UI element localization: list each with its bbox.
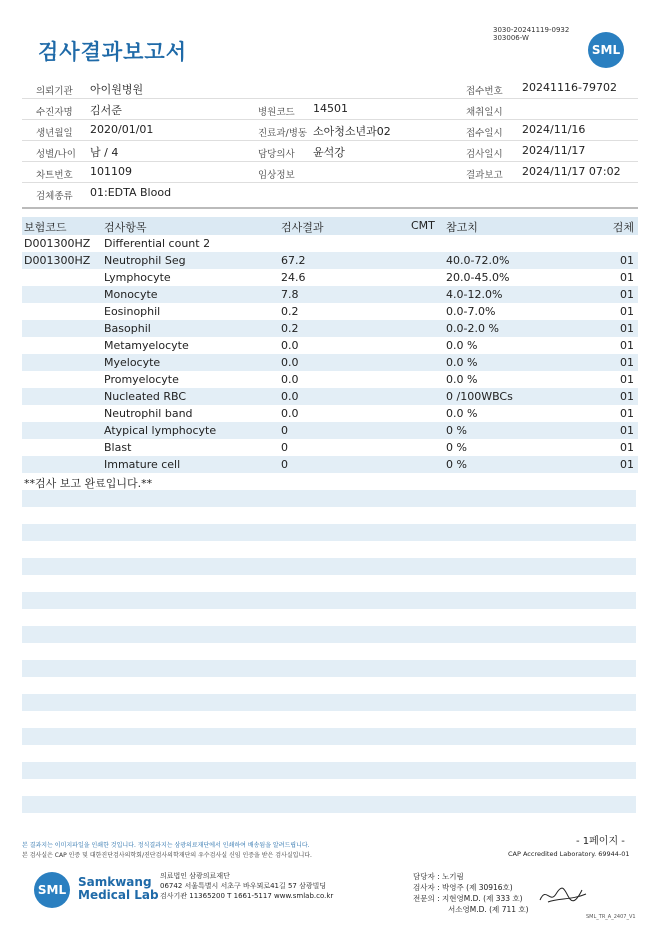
cell-item: Neutrophil band [104, 407, 193, 420]
org-address [160, 871, 333, 901]
cell-result: 0.0 [281, 339, 299, 352]
col-specimen-header: 검체 [612, 221, 634, 234]
sex-age-value: 남 / 4 [90, 146, 119, 159]
table-row [22, 320, 638, 337]
cell-result: 67.2 [281, 254, 306, 267]
cell-specimen: 01 [620, 390, 634, 403]
specimen-type-value: 01:EDTA Blood [90, 186, 172, 199]
staff-list [413, 871, 529, 915]
cell-item: Lymphocyte [104, 271, 171, 284]
dob-label: 생년월일 [36, 128, 73, 139]
staff-line: 검사자 : 박영주 (제 30916호) [413, 883, 513, 892]
cell-ref: 0.0-7.0% [446, 305, 496, 318]
hospital-label: 의뢰기관 [36, 86, 73, 97]
table-row [22, 405, 638, 422]
sml-footer-logo: SML [34, 872, 70, 908]
cell-ref: 0 % [446, 458, 467, 471]
collect-date-label: 채취일시 [466, 107, 503, 118]
cell-ref: 40.0-72.0% [446, 254, 510, 267]
table-row [22, 337, 638, 354]
receipt-date-label: 접수일시 [466, 128, 503, 139]
info-row [22, 141, 638, 162]
cell-item: Nucleated RBC [104, 390, 187, 403]
empty-row [22, 592, 636, 609]
results-table [22, 217, 638, 490]
table-header [22, 217, 638, 235]
empty-row [22, 626, 636, 643]
table-row [22, 303, 638, 320]
table-row [22, 286, 638, 303]
test-date-value: 2024/11/17 [522, 144, 586, 157]
empty-row [22, 558, 636, 575]
page-number: - 1페이지 - [576, 836, 625, 847]
document-code [493, 26, 569, 42]
address-line: 06742 서울특별시 서초구 바우뫼로41길 57 삼광빌딩 [160, 882, 327, 890]
empty-row [22, 524, 636, 541]
cell-specimen: 01 [620, 305, 634, 318]
info-row [22, 162, 638, 183]
table-row [22, 388, 638, 405]
info-row [22, 120, 638, 141]
table-row [22, 252, 638, 269]
empty-row [22, 728, 636, 745]
cell-ref: 0 % [446, 441, 467, 454]
cell-result: 0.2 [281, 305, 299, 318]
cell-specimen: 01 [620, 441, 634, 454]
cell-specimen: 01 [620, 356, 634, 369]
dob-value: 2020/01/01 [90, 123, 154, 136]
cell-specimen: 01 [620, 288, 634, 301]
hospital-code-value: 14501 [313, 102, 348, 115]
doctor-label: 담당의사 [258, 149, 295, 160]
table-row [22, 422, 638, 439]
address-line: 의료법인 삼광의료재단 [160, 872, 230, 880]
staff-line: 전문의 : 지현영M.D. (제 333 호) [413, 894, 523, 903]
cell-specimen: 01 [620, 373, 634, 386]
col-code-header: 보험코드 [24, 221, 67, 234]
cell-result: 0.2 [281, 322, 299, 335]
info-row [22, 78, 638, 99]
empty-row [22, 694, 636, 711]
hospital-value: 아이원병원 [90, 83, 144, 96]
col-ref-header: 참고치 [446, 221, 478, 234]
cap-accreditation: CAP Accredited Laboratory. 69944-01 [508, 850, 630, 858]
document-code-line: 303006-W [493, 34, 529, 42]
patient-info [22, 78, 638, 209]
cell-ref: 0.0 % [446, 339, 478, 352]
cell-specimen: 01 [620, 254, 634, 267]
chart-no-value: 101109 [90, 165, 132, 178]
cell-result: 0.0 [281, 356, 299, 369]
cell-ref: 0.0 % [446, 407, 478, 420]
hospital-code-label: 병원코드 [258, 107, 295, 118]
table-row [22, 235, 638, 252]
cell-specimen: 01 [620, 407, 634, 420]
cell-result: 24.6 [281, 271, 306, 284]
completion-row [22, 473, 638, 490]
empty-row [22, 796, 636, 813]
accreditation-notice: 본 검사실은 CAP 인증 및 대한진단검사의학회/진단검사의학재단의 우수검사실 신임 인증을 받은 검사실입니다. [22, 852, 312, 859]
cell-code: D001300HZ [24, 237, 91, 250]
cell-ref: 0.0 % [446, 373, 478, 386]
cell-specimen: 01 [620, 339, 634, 352]
cell-result: 0.0 [281, 373, 299, 386]
cell-specimen: 01 [620, 458, 634, 471]
cell-ref: 4.0-12.0% [446, 288, 503, 301]
cell-result: 7.8 [281, 288, 299, 301]
cell-item: Blast [104, 441, 132, 454]
empty-row [22, 762, 636, 779]
cell-item: Neutrophil Seg [104, 254, 186, 267]
cell-ref: 20.0-45.0% [446, 271, 510, 284]
cell-ref: 0.0 % [446, 356, 478, 369]
staff-line: 담당자 : 노기림 [413, 872, 464, 881]
receipt-no-label: 접수번호 [466, 86, 503, 97]
cell-item: Monocyte [104, 288, 158, 301]
receipt-no-value: 20241116-79702 [522, 81, 617, 94]
cell-item: Immature cell [104, 458, 181, 471]
page-title: 검사결과보고서 [38, 40, 188, 64]
col-result-header: 검사결과 [281, 221, 324, 234]
cell-item: Atypical lymphocyte [104, 424, 217, 437]
cell-ref: 0 % [446, 424, 467, 437]
cell-specimen: 01 [620, 271, 634, 284]
completion-note: **검사 보고 완료입니다.** [24, 477, 153, 490]
cell-item: Basophil [104, 322, 151, 335]
chart-no-label: 차트번호 [36, 170, 73, 181]
doctor-value: 윤석강 [313, 146, 345, 159]
test-date-label: 검사일시 [466, 149, 503, 160]
table-row [22, 456, 638, 473]
org-name [78, 876, 159, 902]
org-name-line: Medical Lab [78, 888, 159, 902]
sml-logo: SML [588, 32, 624, 68]
dept-label: 진료과/병동 [258, 128, 308, 139]
form-code: SML_TR_A_2407_V1 [586, 914, 636, 920]
cell-item: Differential count 2 [104, 237, 211, 250]
cell-item: Promyelocyte [104, 373, 179, 386]
table-row [22, 371, 638, 388]
cell-item: Myelocyte [104, 356, 161, 369]
receipt-date-value: 2024/11/16 [522, 123, 586, 136]
patient-value: 김서준 [90, 104, 122, 117]
cell-result: 0.0 [281, 407, 299, 420]
print-notice: 본 결과지는 이미지파일을 인쇄한 것입니다. 정식결과지는 삼광의료재단에서 인쇄하여 배송됨을 알려드립니다. [22, 842, 310, 849]
info-row [22, 183, 638, 209]
table-row [22, 439, 638, 456]
cell-specimen: 01 [620, 322, 634, 335]
signature-image [538, 882, 588, 908]
cell-result: 0 [281, 441, 288, 454]
clinical-label: 임상정보 [258, 170, 295, 181]
table-row [22, 354, 638, 371]
table-body [22, 235, 638, 473]
cell-ref: 0 /100WBCs [446, 390, 513, 403]
org-name-line: Samkwang [78, 875, 152, 889]
dept-value: 소아청소년과02 [313, 125, 391, 138]
report-date-value: 2024/11/17 07:02 [522, 165, 621, 178]
specimen-type-label: 검체종류 [36, 191, 73, 202]
table-row [22, 269, 638, 286]
cell-result: 0 [281, 424, 288, 437]
cell-item: Eosinophil [104, 305, 161, 318]
col-cmt-header: CMT [411, 219, 435, 232]
document-code-line: 3030-20241119-0932 [493, 26, 570, 34]
info-row [22, 99, 638, 120]
empty-row [22, 490, 636, 507]
staff-line: 서소영M.D. (제 711 호) [448, 905, 529, 914]
empty-row [22, 660, 636, 677]
patient-label: 수진자명 [36, 107, 73, 118]
sex-age-label: 성별/나이 [36, 149, 76, 160]
report-date-label: 결과보고 [466, 170, 503, 181]
cell-item: Metamyelocyte [104, 339, 189, 352]
cell-result: 0.0 [281, 390, 299, 403]
cell-result: 0 [281, 458, 288, 471]
cell-code: D001300HZ [24, 254, 91, 267]
cell-ref: 0.0-2.0 % [446, 322, 499, 335]
col-item-header: 검사항목 [104, 221, 147, 234]
address-line: 검사기관 11365200 T 1661-5117 www.smlab.co.kr [160, 892, 334, 900]
cell-specimen: 01 [620, 424, 634, 437]
